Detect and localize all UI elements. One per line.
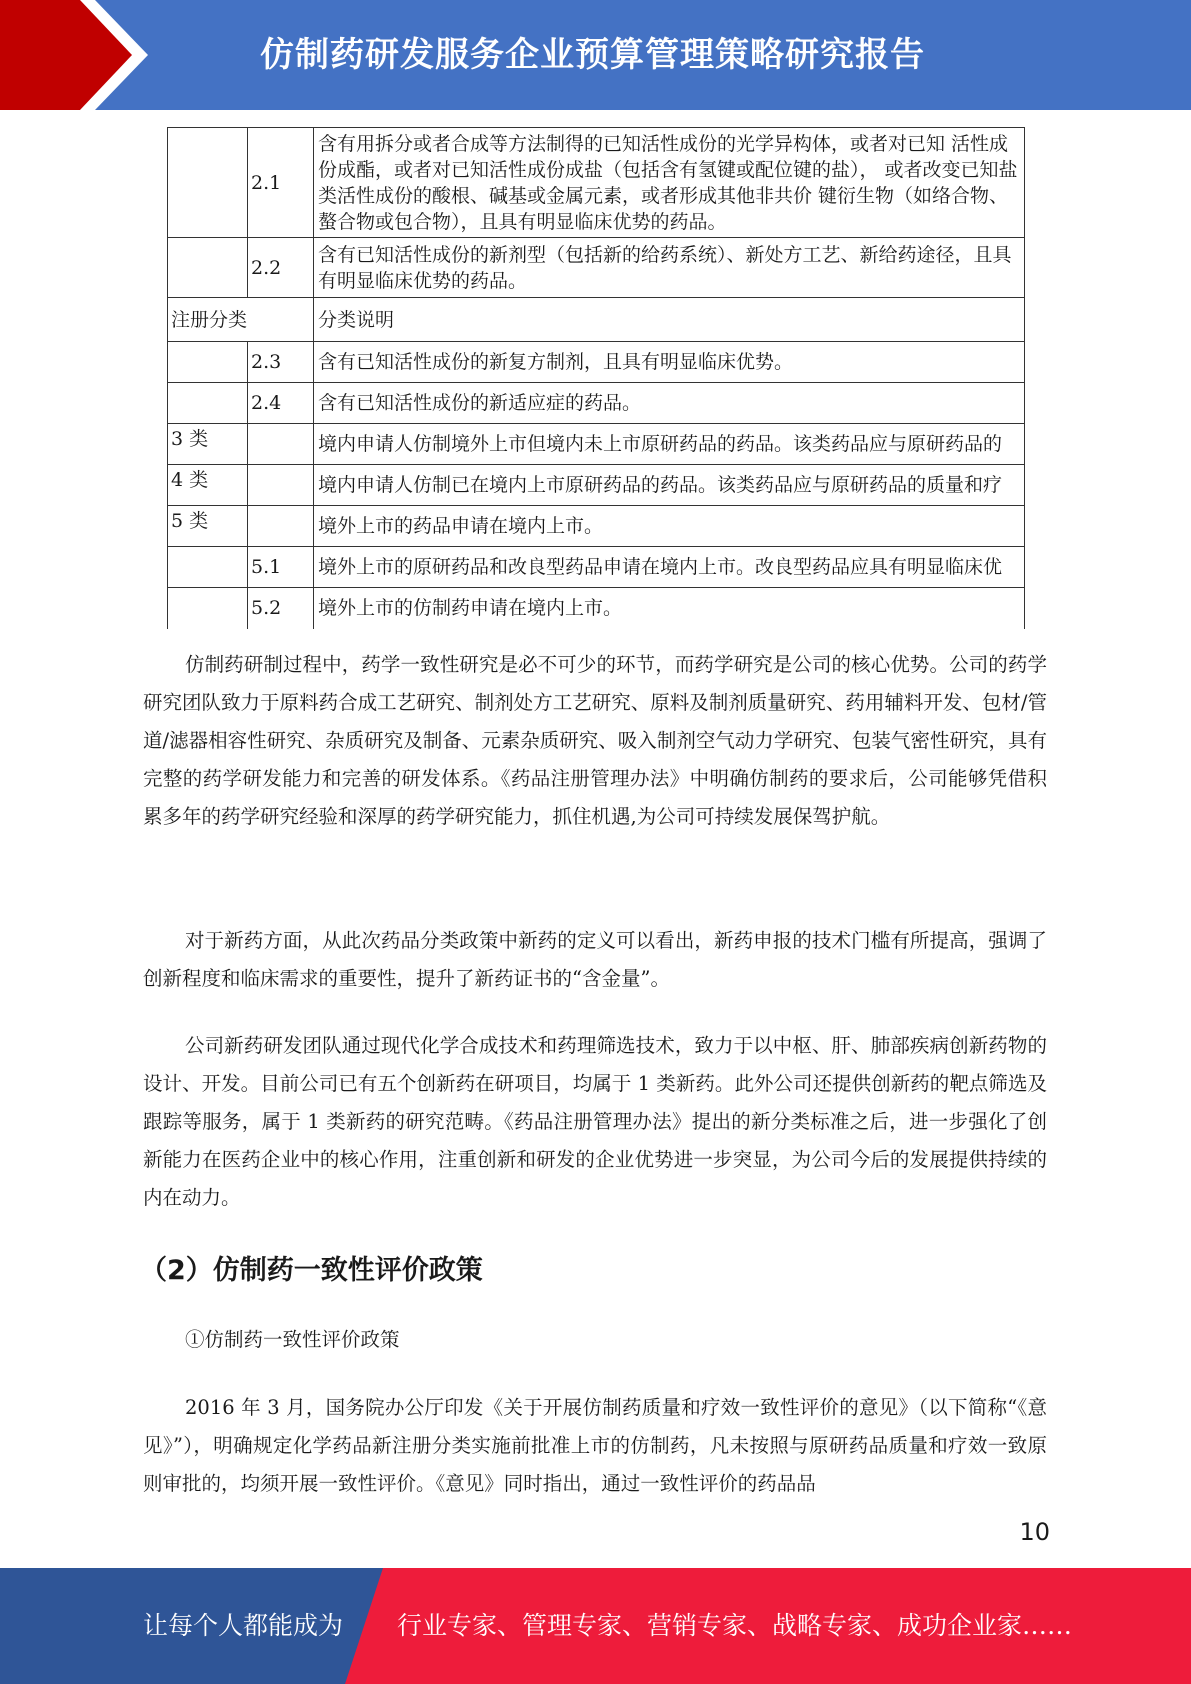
paragraph-pharma-research: 仿制药研制过程中，药学一致性研究是必不可少的环节，而药学研究是公司的核心优势。公司的药学研究团队致力于原料药合成工艺研究、制剂处方工艺研究、原料及制剂质量研究、药用辅料开发、包材/管道/滤器相容性研究、杂质研究及制备、元素杂质研究、吸入制剂空气动力学研究、包装气密性研究，具有完整的药学研发能力和完善的研发体系。《药品注册管理办法》中明确仿制药的要求后，公司能够凭借积累多年的药学研究经验和深厚的药学研究能力，抓住机遇,为公司可持续发展保驾护航。 xyxy=(143,653,1047,828)
header-chevron-decoration xyxy=(0,0,150,110)
code-cell: 2.4 xyxy=(248,383,314,424)
paragraph-rd-team: 公司新药研发团队通过现代化学合成技术和药理筛选技术，致力于以中枢、肝、肺部疾病创新药物的设计、开发。目前公司已有五个创新药在研项目，均属于 1 类新药。此外公司还提供创新药的靶点筛选及跟踪等服务，属于 1 类新药的研究范畴。《药品注册管理办法》提出的新分类标准之后，进一步强化了创新能力在医药企业中的核心作用，注重创新和研发的企业优势进一步突显，为公司今后的发展提供持续的内在动力。 xyxy=(143,1034,1047,1209)
code-cell: 2.2 xyxy=(248,238,314,298)
section-heading: （2）仿制药一致性评价政策 xyxy=(140,1255,483,1286)
description-text: 境外上市的原研药品和改良型药品申请在境内上市。改良型药品应具有明显临床优 xyxy=(318,556,1003,578)
table-row xyxy=(168,547,1025,588)
category-cell: 3 类 xyxy=(168,424,248,465)
description-cell xyxy=(314,547,1025,588)
description-text: 境内申请人仿制已在境内上市原研药品的药品。该类药品应与原研药品的质量和疗 xyxy=(318,474,1003,496)
category-cell xyxy=(168,238,248,298)
category-cell xyxy=(168,128,248,238)
page-header xyxy=(0,0,1191,110)
category-cell xyxy=(168,588,248,629)
description-cell: 含有已知活性成份的新复方制剂，且具有明显临床优势。 xyxy=(314,342,1025,383)
table-row xyxy=(168,383,1025,424)
page-number: 10 xyxy=(1019,1518,1050,1546)
table-row xyxy=(168,506,1025,547)
category-cell xyxy=(168,547,248,588)
report-title: 仿制药研发服务企业预算管理策略研究报告 xyxy=(260,35,925,75)
table-row xyxy=(168,128,1025,238)
table-row xyxy=(168,465,1025,506)
code-cell: 2.3 xyxy=(248,342,314,383)
table-row xyxy=(168,588,1025,629)
description-cell xyxy=(314,424,1025,465)
description-cell: 含有已知活性成份的新适应症的药品。 xyxy=(314,383,1025,424)
description-cell: 境外上市的仿制药申请在境内上市。 xyxy=(314,588,1025,629)
category-cell: 4 类 xyxy=(168,465,248,506)
footer-slogan-left: 让每个人都能成为 xyxy=(143,1611,344,1640)
description-text: 境内申请人仿制境外上市但境内未上市原研药品的药品。该类药品应与原研药品的 xyxy=(318,433,1003,455)
header-description-cell: 分类说明 xyxy=(314,298,1025,342)
page-footer xyxy=(0,1568,1191,1684)
table-row xyxy=(168,238,1025,298)
paragraph-consistency-policy: 2016 年 3 月，国务院办公厅印发《关于开展仿制药质量和疗效一致性评价的意见》（以下简称“《意见》”），明确规定化学药品新注册分类实施前批准上市的仿制药，凡未按照与原研药品质量和疗效一致原则审批的，均须开展一致性评价。《意见》同时指出，通过一致性评价的药品品 xyxy=(143,1396,1047,1495)
description-cell: 含有已知活性成份的新剂型（包括新的给药系统）、新处方工艺、新给药途径，且具有明显临床优势的药品。 xyxy=(314,238,1025,298)
category-cell xyxy=(168,342,248,383)
category-cell xyxy=(168,383,248,424)
registration-category-table xyxy=(167,127,1025,629)
code-cell xyxy=(248,465,314,506)
description-cell xyxy=(314,465,1025,506)
subheading: ①仿制药一致性评价政策 xyxy=(185,1328,400,1351)
code-cell xyxy=(248,506,314,547)
table-header-row xyxy=(168,298,1025,342)
code-cell: 2.1 xyxy=(248,128,314,238)
table-row xyxy=(168,342,1025,383)
description-cell: 含有用拆分或者合成等方法制得的已知活性成份的光学异构体，或者对已知 活性成份成酯，或者对已知活性成份成盐（包括含有氢键或配位键的盐）， 或者改变已知盐类活性成份的酸根、碱基或金属元素，或者形成其他非共价 键衍生物（如络合物、螯合物或包合物），且具有明显临床优势的药品。 xyxy=(314,128,1025,238)
paragraph-new-drug: 对于新药方面，从此次药品分类政策中新药的定义可以看出，新药申报的技术门槛有所提高，强调了创新程度和临床需求的重要性，提升了新药证书的“含金量”。 xyxy=(143,929,1047,990)
header-category-cell: 注册分类 xyxy=(168,298,314,342)
footer-slogan-right: 行业专家、管理专家、营销专家、战略专家、成功企业家…… xyxy=(397,1611,1073,1640)
code-cell xyxy=(248,424,314,465)
description-cell: 境外上市的药品申请在境内上市。 xyxy=(314,506,1025,547)
code-cell: 5.2 xyxy=(248,588,314,629)
table-row xyxy=(168,424,1025,465)
code-cell: 5.1 xyxy=(248,547,314,588)
category-cell: 5 类 xyxy=(168,506,248,547)
